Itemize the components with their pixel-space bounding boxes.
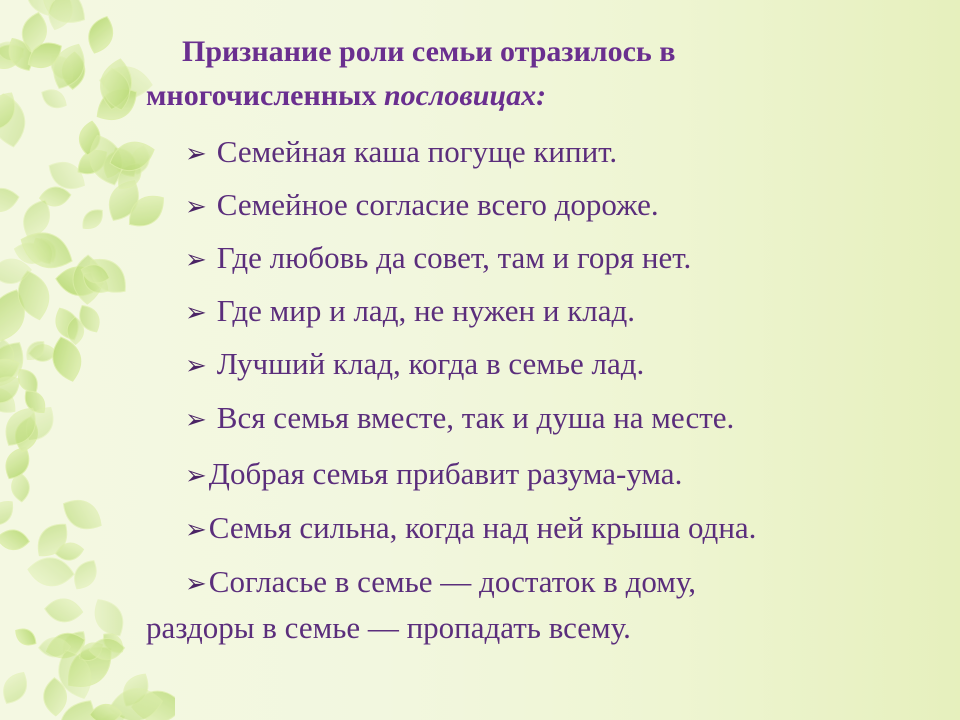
arrow-right-icon: ➢	[185, 515, 207, 544]
proverb-text: Добрая семья прибавит разума-ума.	[208, 456, 683, 491]
proverb-text: Согласье в семье — достаток в дому,	[208, 564, 697, 599]
arrow-right-icon: ➢	[185, 569, 207, 598]
proverb-text: Семейная каша погуще кипит.	[216, 134, 618, 169]
arrow-right-icon: ➢	[185, 461, 207, 490]
heading-line-1	[182, 34, 675, 70]
heading-text: Признание роли семьи отразилось в	[182, 35, 676, 68]
proverb-text: Вся семья вместе, так и душа на месте.	[216, 400, 735, 435]
proverb-text: Семейное согласие всего дороже.	[216, 187, 659, 222]
proverb-text: Лучший клад, когда в семье лад.	[216, 346, 645, 381]
proverb-item	[185, 187, 659, 225]
heading-text-plain: многочисленных	[146, 79, 384, 112]
arrow-right-icon: ➢	[185, 192, 207, 221]
proverb-text: Где мир и лад, не нужен и клад.	[216, 293, 636, 328]
proverb-item	[185, 240, 691, 278]
heading-text-emphasis: пословицах:	[383, 79, 547, 112]
proverb-item	[185, 564, 696, 602]
proverb-text: Где любовь да совет, там и горя нет.	[216, 240, 692, 275]
proverb-continuation	[146, 610, 631, 646]
proverb-text: раздоры в семье — пропадать всему.	[146, 610, 631, 645]
arrow-right-icon: ➢	[185, 298, 207, 327]
proverb-item	[185, 346, 644, 384]
arrow-right-icon: ➢	[185, 139, 207, 168]
proverb-text: Семья сильна, когда над ней крыша одна.	[208, 510, 757, 545]
heading-line-2	[146, 78, 546, 114]
arrow-right-icon: ➢	[185, 351, 207, 380]
proverb-item	[185, 134, 617, 172]
proverb-item	[185, 293, 635, 331]
proverb-item	[185, 456, 682, 494]
arrow-right-icon: ➢	[185, 405, 207, 434]
proverb-item	[185, 400, 734, 438]
proverb-item	[185, 510, 756, 548]
arrow-right-icon: ➢	[185, 245, 207, 274]
